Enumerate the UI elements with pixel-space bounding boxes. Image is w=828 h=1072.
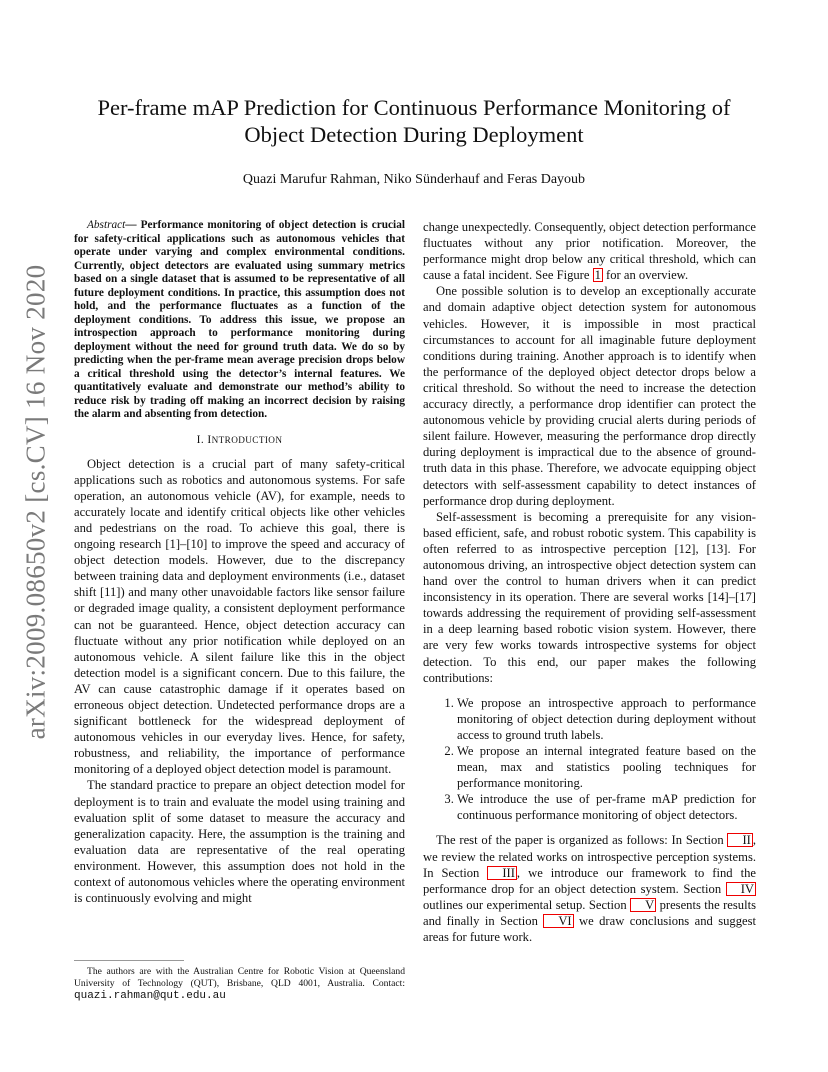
intro-paragraph-5: Self-assessment is becoming a prerequisite for any vision-based efficient, safe, and robust robotic system. This capability is often referred to as introspective perception [12], [13]. For autonomous driving, an introspective object detection system can hand over the control to human drivers when it can predict inconsistency in its operation. There are several works [14]–[17] towards addressing the requirement of providing self-assessment in a deep learning based robotic vision system. However, there are very few works towards introspective systems for object detection. To this end, our paper makes the following contributions: [423, 509, 756, 685]
title-line-1: Per-frame mAP Prediction for Continuous Performance Monitoring of [97, 95, 731, 120]
arxiv-sidebar-stamp [16, 264, 56, 740]
right-column [423, 219, 756, 945]
para6-a: The rest of the paper is organized as follows: In Section [436, 833, 728, 848]
intro-paragraph-1: Object detection is a crucial part of many safety-critical applications such as robotics and autonomous systems. For safe operation, an autonomous vehicle (AV), for example, needs to accurately locate and identify critical objects like other vehicles and pedestrians on the road. To achieve this goal, there is ongoing research [1]–[10] to improve the speed and accuracy of object detection models. However, due to the discrepancy between training data and deployment environments (i.e., dataset shift [11]) and many other unavoidable factors like sensor failure or degraded image quality, a consistent deployment performance can not be guaranteed. Hence, object detection accuracy can fluctuate without any prior notification while deployed on an autonomous vehicle. A silent failure like this in the object detection model is a significant concern. Due to this failure, the AV can cause catastrophic damage if it operates based on erroneous object detection. Undetected performance drops are a significant bottleneck for the widespread deployment of autonomous vehicles in our everyday lives. Hence, for safety, robustness, and reliability, the importance of performance monitoring of a deployed object detection model is paramount. [74, 456, 405, 777]
title-line-2: Object Detection During Deployment [244, 122, 584, 147]
contribution-item: 3. We introduce the use of per-frame mAP prediction for continuous performance monitoring of object detectors. [457, 791, 756, 823]
section-V-link[interactable]: V [630, 898, 656, 912]
footnote-rule [74, 960, 184, 961]
abstract-label: Abstract [87, 219, 126, 231]
section-II-link[interactable]: II [727, 833, 752, 847]
para6-d: outlines our experimental setup. Section [423, 897, 631, 912]
intro-paragraph-6 [423, 832, 756, 945]
abstract-text: — Performance monitoring of object detection is crucial for safety-critical applications such as autonomous vehicles that operate under varying and complex environmental conditions. Currently, object detectors are evaluated using summary metrics based on a single dataset that is assumed to be representative of all future deployment conditions. In practice, this assumption does not hold, and the performance fluctuates as a function of the deployment conditions. To address this issue, we propose an introspection approach to performance monitoring during deployment without the need for ground truth data. We do so by predicting when the per-frame mean average precision drops below a critical threshold using the detector’s internal features. We quantitatively evaluate and demonstrate our method’s ability to reduce risk by trading off making an incorrect decision by raising the alarm and absenting from detection. [74, 219, 405, 420]
section-VI-link[interactable]: VI [543, 914, 573, 928]
section-III-link[interactable]: III [487, 866, 517, 880]
para3-text: change unexpectedly. Consequently, object detection performance fluctuates without any prior notification. Moreover, the performance might drop below any critical threshold, which can cause a fatal incident. See Figure [423, 220, 757, 283]
contribution-item: 2. We propose an internal integrated feature based on the mean, max and statistics pooling techniques for performance monitoring. [457, 743, 756, 791]
para6-e: presents the results and finally in Section [423, 897, 756, 928]
contributions-list [423, 695, 756, 824]
para6-f: we draw conclusions and suggest areas for future work. [423, 913, 756, 945]
section-heading-introduction: I. INTRODUCTION [196, 433, 283, 446]
para3-tail: for an overview. [602, 268, 689, 283]
affiliation-footnote [74, 966, 405, 1002]
figure-1-link[interactable]: 1 [594, 268, 601, 283]
footnote-text: The authors are with the Australian Centre for Robotic Vision at Queensland University of Technology (QUT), Brisbane, QLD 4001, Australia. Contact: [74, 966, 405, 989]
intro-paragraph-4: One possible solution is to develop an exceptionally accurate and domain adaptive object detection system for autonomous vehicles. However, it is impossible in most practical circumstances to account for all imaginable future deployment conditions during training. Another approach is to identify when the performance of the deployed object detector drops below a critical threshold. So without the need to increase the detection accuracy directly, a performance drop identifier can protect the autonomous vehicle by providing crucial alerts during periods of silent failure. However, measuring the performance drop directly during deployment is impractical due to the absence of ground-truth data in this phase. Therefore, we advocate equipping object detectors with self-assessment capability to detect instances of performance drop during deployment. [423, 284, 756, 508]
intro-paragraph-3 [423, 219, 756, 283]
abstract [74, 219, 405, 422]
left-column [74, 219, 405, 906]
paper-title [60, 94, 768, 148]
para6-c: , we introduce our framework to find the performance drop for an object detection system. Section [423, 865, 756, 896]
arxiv-id: arXiv:2009.08650v2 [cs.CV] 16 Nov 2020 [20, 264, 51, 740]
para6-b: , we review the related works on introspective perception systems. In Section [423, 833, 756, 880]
contribution-item: 1. We propose an introspective approach to performance monitoring of object detection during deployment without access to ground truth labels. [457, 695, 756, 743]
contact-email[interactable]: quazi.rahman@qut.edu.au [74, 990, 226, 1002]
intro-paragraph-2: The standard practice to prepare an object detection model for deployment is to train and evaluate the model using training and evaluation split of some dataset to measure the accuracy and generalization capacity. Here, the assumption is the training and evaluation data are representative of the real operating environment. However, this assumption does not hold in the context of autonomous vehicles where the operating environment is continuously evolving and might [74, 778, 405, 906]
author-list: Quazi Marufur Rahman, Niko Sünderhauf and Feras Dayoub [242, 172, 586, 187]
section-IV-link[interactable]: IV [726, 882, 756, 896]
